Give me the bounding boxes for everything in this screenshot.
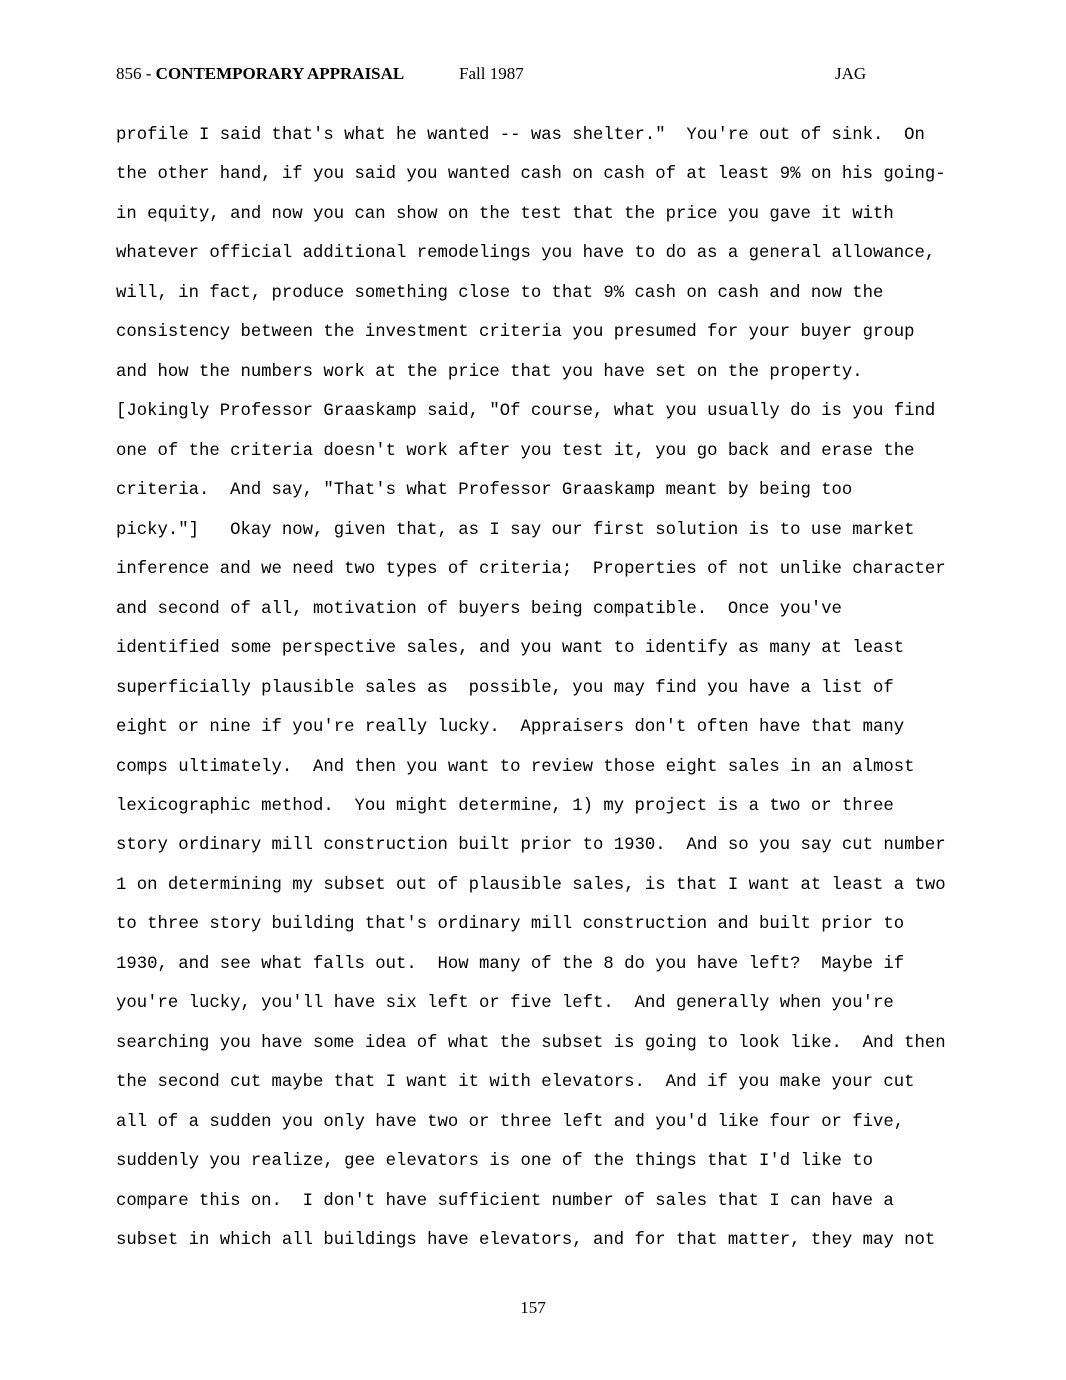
text-line: 1 on determining my subset out of plausible sales, is that I want at least a two [116, 875, 946, 895]
text-line: suddenly you realize, gee elevators is one of the things that I'd like to [116, 1152, 874, 1172]
text-line: criteria. And say, "That's what Professor Graaskamp meant by being too [116, 481, 853, 501]
text-line: will, in fact, produce something close to that 9% cash on cash and now the [116, 283, 884, 303]
text-line: compare this on. I don't have sufficient number of sales that I can have a [116, 1191, 894, 1211]
page-number: 157 [520, 1298, 546, 1317]
text-line: identified some perspective sales, and you want to identify as many at least [116, 639, 905, 659]
text-line: profile I said that's what he wanted -- was shelter." You're out of sink. On [116, 126, 925, 145]
text-line: in equity, and now you can show on the test that the price you gave it with [116, 204, 894, 224]
text-line: picky."] Okay now, given that, as I say our first solution is to use market [116, 520, 915, 540]
text-line: whatever official additional remodelings you have to do as a general allowance, [116, 244, 936, 264]
text-line: superficially plausible sales as possible, you may find you have a list of [116, 678, 894, 698]
transcript-body [116, 116, 956, 1261]
text-line: the other hand, if you said you wanted cash on cash of at least 9% on his going- [116, 165, 946, 185]
text-line: and second of all, motivation of buyers being compatible. Once you've [116, 599, 842, 619]
text-line: the second cut maybe that I want it with elevators. And if you make your cut [116, 1073, 915, 1093]
text-line: to three story building that's ordinary mill construction and built prior to [116, 915, 905, 935]
text-line: eight or nine if you're really lucky. Appraisers don't often have that many [116, 718, 905, 738]
text-line: consistency between the investment criteria you presumed for your buyer group [116, 323, 915, 343]
text-line: inference and we need two types of criteria; Properties of not unlike character [116, 560, 946, 580]
author-initials: JAG [835, 64, 867, 83]
text-line: [Jokingly Professor Graaskamp said, "Of course, what you usually do is you find [116, 402, 936, 422]
text-line: story ordinary mill construction built prior to 1930. And so you say cut number [116, 836, 946, 856]
text-line: you're lucky, you'll have six left or five left. And generally when you're [116, 994, 894, 1014]
page-header [116, 62, 876, 86]
course-title [116, 62, 404, 86]
text-line: 1930, and see what falls out. How many of the 8 do you have left? Maybe if [116, 954, 905, 974]
course-name: CONTEMPORARY APPRAISAL [155, 64, 405, 83]
text-line: all of a sudden you only have two or three left and you'd like four or five, [116, 1112, 905, 1132]
text-line: one of the criteria doesn't work after you test it, you go back and erase the [116, 441, 915, 461]
text-line: comps ultimately. And then you want to review those eight sales in an almost [116, 757, 915, 777]
text-line: subset in which all buildings have elevators, and for that matter, they may not [116, 1231, 936, 1251]
text-line: searching you have some idea of what the subset is going to look like. And then [116, 1033, 946, 1053]
term-label: Fall 1987 [459, 64, 524, 83]
text-line: and how the numbers work at the price that you have set on the property. [116, 362, 863, 382]
text-line: lexicographic method. You might determine, 1) my project is a two or three [116, 796, 894, 816]
course-number: 856 - [116, 64, 156, 83]
